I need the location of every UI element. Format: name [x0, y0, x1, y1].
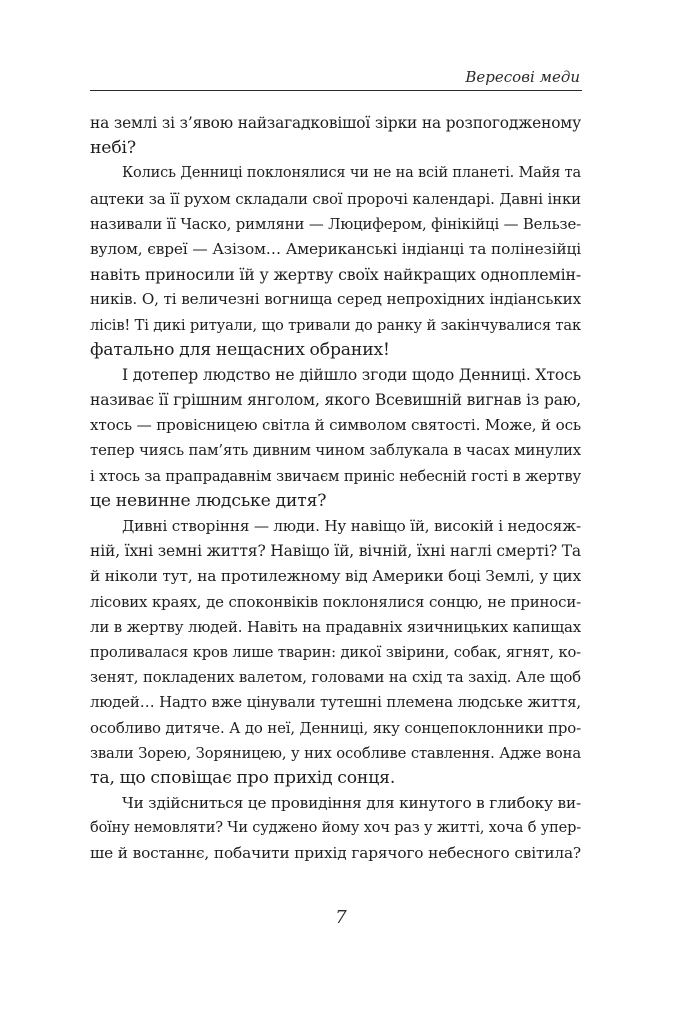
text-line: це невинне людське дитя?	[90, 490, 327, 511]
text-line: ли в жертву людей. Навіть на прадавніх язичницьких капищах	[90, 617, 581, 636]
page-number	[0, 907, 682, 928]
text-line: лісів! Ті дикі ритуали, що тривали до ранку й закінчувалися так	[90, 316, 581, 334]
text-line: ників. О, ті величезні вогнища серед непрохідних індіанських	[90, 290, 581, 309]
text-line: проливалася кров лише тварин: дикої звірини, собак, ягнят, ко-	[90, 643, 581, 661]
text-line: зенят, покладених валетом, головами на схід та захід. Але щоб	[90, 668, 581, 687]
body-text	[90, 111, 581, 867]
text-line: Чи здійсниться це провидіння для кинутого в глибоку ви-	[122, 794, 581, 813]
text-line: небі?	[90, 138, 136, 159]
running-head	[90, 64, 582, 91]
text-line: боїну немовляти? Чи суджено йому хоч раз у житті, хоча б упер-	[90, 820, 581, 837]
text-line: навіть приносили їй у жертву своїх найкращих одноплемін-	[90, 265, 581, 285]
text-line: фатально для нещасних обраних!	[90, 339, 390, 360]
text-line: звали Зорею, Зоряницею, у них особливе ставлення. Адже вона	[90, 744, 581, 762]
running-head-title: Вересові меди	[465, 68, 580, 86]
text-line: Колись Денниці поклонялися чи не на всій планеті. Майя та	[122, 165, 581, 182]
text-line: на землі зі з’явою найзагадковішої зірки на розпогодженому	[90, 114, 581, 132]
text-line: людей… Надто вже цінували тутешні племена людське життя,	[90, 693, 581, 712]
text-line: та, що сповіщає про прихід сонця.	[90, 767, 396, 788]
text-line: ній, їхні земні життя? Навіщо їй, вічній, їхні наглі смерті? Та	[90, 542, 581, 561]
text-line: І дотепер людство не дійшло згоди щодо Денниці. Хтось	[122, 365, 581, 384]
text-line: хтось — провісницею світла й символом святості. Може, й ось	[90, 416, 581, 435]
text-line: особливо дитяче. А до неї, Денниці, яку сонцепоклонники про-	[90, 718, 581, 737]
text-line: ше й востаннє, побачити прихід гарячого небесного світила?	[90, 844, 581, 863]
text-line: вулом, євреї — Азізом… Американські індіанці та полінезійці	[90, 239, 581, 258]
text-line: ацтеки за її рухом складали свої пророчі календарі. Давні інки	[90, 189, 581, 208]
text-line: називає її грішним янголом, якого Всевишній вигнав із раю,	[90, 391, 581, 410]
text-line: тепер чиясь пам’ять дивним чином заблукала в часах минулих	[90, 441, 581, 460]
text-line: лісових краях, де споконвіків поклонялися сонцю, не приноси-	[90, 592, 581, 611]
page-number-label: 7	[335, 907, 347, 928]
text-line: і хтось за прапрадавнім звичаєм приніс небесній гості в жертву	[90, 467, 581, 485]
text-line: називали її Часко, римляни — Люцифером, фінікійці — Вельзе-	[90, 214, 581, 233]
text-line: Дивні створіння — люди. Ну навіщо їй, високій і недосяж-	[122, 517, 581, 535]
text-line: й ніколи тут, на протилежному від Америки боці Землі, у цих	[90, 567, 581, 586]
